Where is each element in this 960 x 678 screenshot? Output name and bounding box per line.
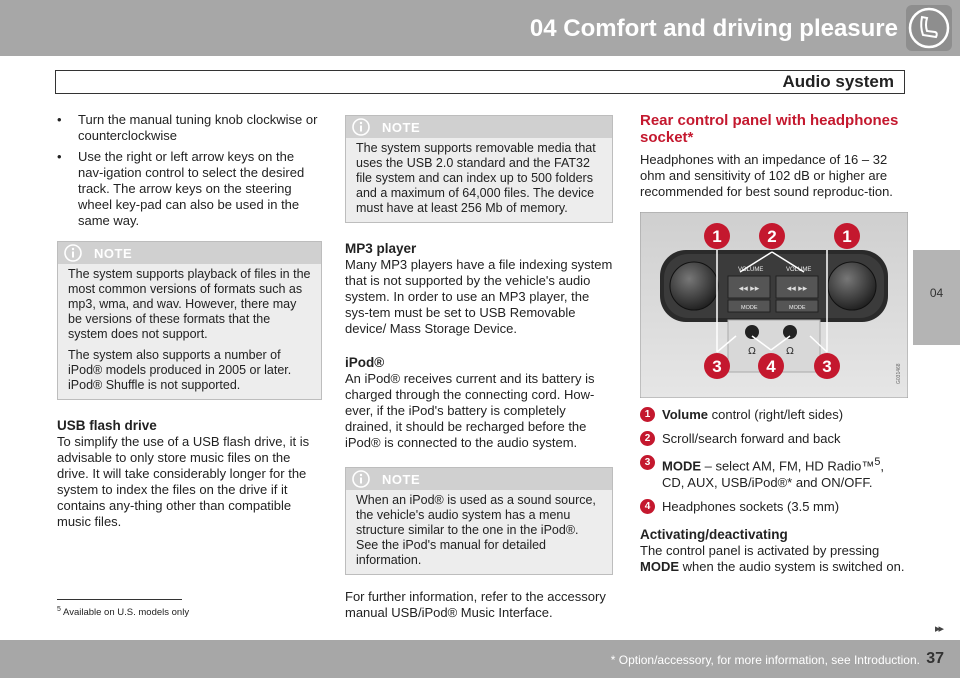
chapter-title: 04 Comfort and driving pleasure (529, 15, 898, 42)
rear-panel-heading: Rear control panel with headphones socket* (640, 112, 899, 146)
headphones-icon: Ω (786, 346, 794, 357)
footnote: $^5$ Available on U.S. models only (57, 606, 190, 619)
list-item: • Turn the manual tuning knob clockwise or counterclockwise (57, 112, 318, 143)
note-text: The system supports playback of files in the most common versions of formats such as mp3, wma, and wav. However, there may be versions of these formats that the system does not support. (68, 267, 311, 341)
usb-heading: USB flash drive (57, 418, 157, 433)
panel-volume-label: VOLUME (738, 267, 764, 273)
section-title: Audio system (782, 72, 894, 91)
note-header (346, 468, 612, 490)
footer-band (0, 640, 960, 678)
mp3-heading: MP3 player (345, 241, 417, 256)
ipod-heading: iPod® (345, 355, 385, 370)
legend-number: 4 (640, 499, 655, 514)
volume-knob-right (828, 262, 876, 310)
activating-body: The control panel is activated by pressing MODE when the audio system is switched on. (640, 543, 905, 575)
image-code: G031468 (896, 363, 902, 384)
callout-label: 3 (712, 357, 722, 376)
footnote-rule (57, 599, 182, 600)
legend-item: 3 MODE – select AM, FM, HD Radio™$^5$, CD, AUX, USB/iPod®* and ON/OFF. (640, 454, 908, 491)
ipod-body: An iPod® receives current and its battery is charged through the connecting cord. How-ever, if the iPod's battery is completely drained, it should be recharged before the iPod® is connected to the audio system. (345, 371, 595, 450)
column-1 (57, 112, 322, 530)
section-bar (55, 70, 905, 94)
chapter-tab[interactable] (913, 250, 960, 345)
note-text: The system supports removable media that uses the USB 2.0 standard and the FAT32 file system and can index up to 500 folders and a maximum of 64,000 files. The device must have at least 256 Mb of memory. (356, 141, 596, 215)
callout-label: 1 (842, 227, 852, 246)
legend-number: 2 (640, 431, 655, 446)
note-title: NOTE (94, 246, 133, 261)
legend-number: 1 (640, 407, 655, 422)
footer-note: * Option/accessory, for more information, see Introduction. (610, 653, 920, 667)
note-title: NOTE (382, 472, 421, 487)
bullet-list (57, 112, 322, 229)
callout-label: 3 (822, 357, 832, 376)
note-header (346, 116, 612, 138)
panel-mode-label: MODE (789, 305, 806, 311)
info-icon (352, 470, 370, 488)
svg-text:◂◂ ▸▸: ◂◂ ▸▸ (786, 283, 808, 293)
mp3-body: Many MP3 players have a file indexing system that is not supported by the vehicle's audio system. In order to use an MP3 player, the sys-tem must be set to USB Removable device/ Mass Storage Device. (345, 257, 613, 336)
legend-number: 3 (640, 455, 655, 470)
callout-label: 1 (712, 227, 722, 246)
rear-control-panel-illustration (640, 212, 908, 398)
legend-item: 2 Scroll/search forward and back (640, 430, 908, 447)
legend-item: 1 Volume control (right/left sides) (640, 406, 908, 423)
callout-label: 4 (766, 357, 776, 376)
volume-knob-left (670, 262, 718, 310)
column-2 (345, 112, 613, 621)
headphones-icon: Ω (748, 346, 756, 357)
note-text: The system also supports a number of iPod® models produced in 2005 or later. iPod® Shuffle is not supported. (68, 348, 292, 392)
note-box (345, 115, 613, 223)
list-item: • Use the right or left arrow keys on the nav-igation control to select the desired track. The arrow keys on the steering wheel key-pad can also be used in the same way. (57, 149, 305, 228)
chapter-tab-label: 04 (929, 286, 944, 300)
rear-panel-intro: Headphones with an impedance of 16 – 32 ohm and sensitivity of 102 dB or higher are recommended for best sound reproduc-tion. (640, 152, 893, 199)
legend-item: 4 Headphones sockets (3.5 mm) (640, 498, 908, 515)
column-3 (640, 112, 908, 575)
note-box (57, 241, 322, 400)
further-info: For further information, refer to the accessory manual USB/iPod® Music Interface. (345, 589, 606, 620)
svg-text:◂◂ ▸▸: ◂◂ ▸▸ (738, 283, 760, 293)
panel-mode-label: MODE (741, 305, 758, 311)
note-box (345, 467, 613, 575)
activating-heading: Activating/deactivating (640, 527, 788, 543)
note-header (58, 242, 321, 264)
usb-body: To simplify the use of a USB flash drive, it is advisable to only store music files on the drive. It will take considerably longer for the system to index the files on the drive if it contains any-thing other than compatible music files. (57, 434, 310, 529)
note-title: NOTE (382, 120, 421, 135)
seat-icon (906, 5, 952, 51)
info-icon (64, 244, 82, 262)
page-number: 37 (926, 650, 944, 667)
info-icon (352, 118, 370, 136)
note-text: When an iPod® is used as a sound source, the vehicle's audio system has a menu structure similar to the one in the iPod®. See the iPod's manual for detailed information. (356, 493, 596, 567)
panel-volume-label: VOLUME (786, 267, 812, 273)
next-page-arrows: ▸▸ (934, 623, 942, 635)
callout-label: 2 (767, 227, 777, 246)
